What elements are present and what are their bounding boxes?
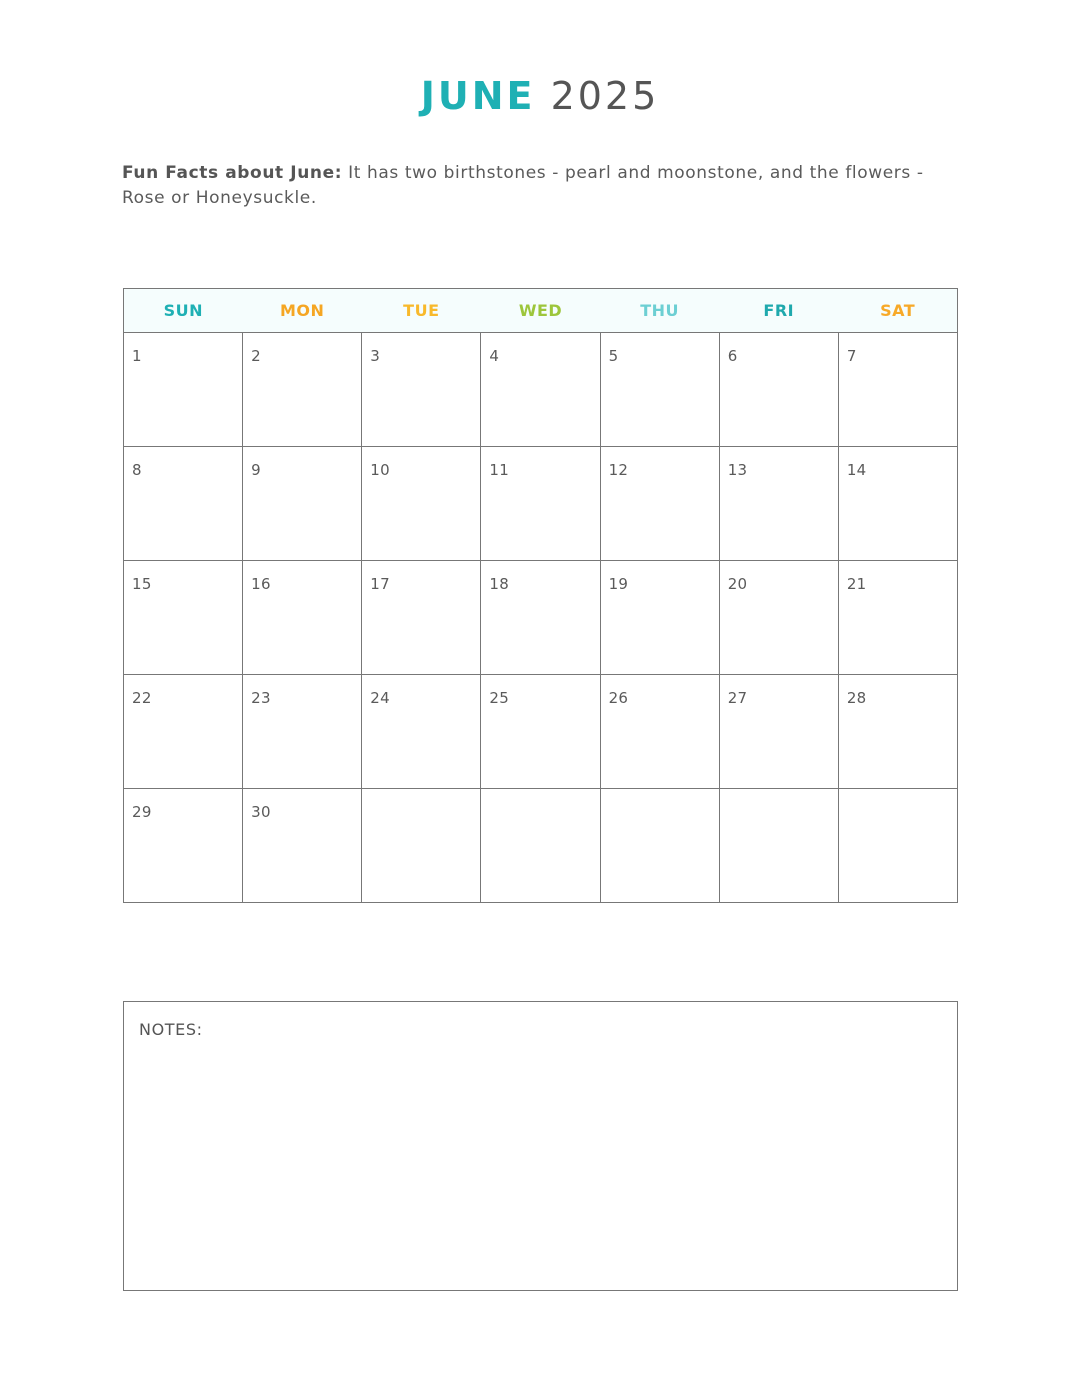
fun-fact-text: It has two birthstones - pearl and moonstone, and the flowers - Rose or Honeysuckle. bbox=[122, 163, 924, 208]
day-number: 16 bbox=[251, 575, 271, 593]
day-cell[interactable] bbox=[600, 561, 719, 675]
day-cell[interactable] bbox=[600, 675, 719, 789]
day-cell[interactable] bbox=[124, 675, 243, 789]
day-number: 25 bbox=[489, 689, 510, 707]
title-year: 2025 bbox=[550, 74, 660, 118]
day-number bbox=[601, 789, 719, 803]
day-cell[interactable] bbox=[719, 675, 838, 789]
day-cell[interactable] bbox=[600, 333, 719, 447]
week-row-1 bbox=[124, 333, 958, 447]
week-row-4 bbox=[124, 675, 958, 789]
day-number: 7 bbox=[846, 347, 857, 365]
day-cell[interactable] bbox=[838, 789, 957, 903]
weekday-thu: THU bbox=[600, 289, 719, 333]
week-row-3 bbox=[124, 561, 958, 675]
day-cell[interactable] bbox=[124, 789, 243, 903]
weekday-sat: SAT bbox=[838, 289, 957, 333]
day-number: 14 bbox=[846, 461, 867, 479]
day-number: 21 bbox=[846, 575, 867, 593]
calendar-grid bbox=[123, 288, 958, 903]
day-cell[interactable] bbox=[362, 789, 481, 903]
weekday-fri: FRI bbox=[719, 289, 838, 333]
day-cell[interactable] bbox=[243, 447, 362, 561]
weekday-sun: SUN bbox=[124, 289, 243, 333]
day-number: 24 bbox=[370, 689, 390, 707]
notes-box[interactable] bbox=[123, 1001, 958, 1291]
day-number: 30 bbox=[251, 803, 271, 821]
day-cell[interactable] bbox=[243, 675, 362, 789]
day-number: 13 bbox=[727, 461, 748, 479]
day-cell[interactable] bbox=[838, 675, 957, 789]
day-number bbox=[481, 789, 599, 803]
weekday-wed: WED bbox=[481, 289, 600, 333]
day-number: 8 bbox=[132, 461, 142, 479]
day-number: 3 bbox=[370, 347, 381, 365]
day-number: 18 bbox=[489, 575, 510, 593]
day-number bbox=[839, 789, 957, 803]
day-number: 26 bbox=[608, 689, 629, 707]
day-number: 6 bbox=[727, 347, 738, 365]
day-cell[interactable] bbox=[243, 561, 362, 675]
day-number: 27 bbox=[727, 689, 748, 707]
day-number bbox=[720, 789, 838, 803]
day-number: 9 bbox=[251, 461, 261, 479]
day-number: 1 bbox=[132, 347, 142, 365]
day-number: 2 bbox=[251, 347, 261, 365]
day-cell[interactable] bbox=[719, 789, 838, 903]
day-number: 5 bbox=[608, 347, 619, 365]
day-number: 22 bbox=[132, 689, 152, 707]
day-cell[interactable] bbox=[481, 447, 600, 561]
day-cell[interactable] bbox=[600, 789, 719, 903]
fun-fact-label: Fun Facts about June: bbox=[122, 163, 343, 183]
day-cell[interactable] bbox=[481, 675, 600, 789]
day-cell[interactable] bbox=[243, 333, 362, 447]
day-number: 15 bbox=[132, 575, 152, 593]
week-row-2 bbox=[124, 447, 958, 561]
day-cell[interactable] bbox=[481, 333, 600, 447]
day-number: 29 bbox=[132, 803, 152, 821]
day-number: 17 bbox=[370, 575, 390, 593]
day-number: 28 bbox=[846, 689, 867, 707]
day-cell[interactable] bbox=[362, 447, 481, 561]
day-cell[interactable] bbox=[362, 561, 481, 675]
day-cell[interactable] bbox=[719, 333, 838, 447]
day-number: 20 bbox=[727, 575, 748, 593]
day-cell[interactable] bbox=[719, 561, 838, 675]
fun-fact-paragraph bbox=[122, 161, 952, 211]
day-cell[interactable] bbox=[124, 333, 243, 447]
day-cell[interactable] bbox=[243, 789, 362, 903]
day-number: 19 bbox=[608, 575, 629, 593]
day-number: 10 bbox=[370, 461, 390, 479]
day-number: 11 bbox=[489, 461, 510, 479]
day-cell[interactable] bbox=[838, 447, 957, 561]
day-cell[interactable] bbox=[124, 561, 243, 675]
day-cell[interactable] bbox=[124, 447, 243, 561]
day-number: 23 bbox=[251, 689, 271, 707]
title-month: JUNE bbox=[420, 74, 536, 118]
weekday-header-row bbox=[124, 289, 958, 333]
weekday-tue: TUE bbox=[362, 289, 481, 333]
page-title bbox=[0, 72, 1080, 120]
day-cell[interactable] bbox=[838, 561, 957, 675]
day-cell[interactable] bbox=[600, 447, 719, 561]
week-row-5 bbox=[124, 789, 958, 903]
day-cell[interactable] bbox=[838, 333, 957, 447]
day-number: 12 bbox=[608, 461, 629, 479]
day-cell[interactable] bbox=[481, 561, 600, 675]
day-cell[interactable] bbox=[362, 675, 481, 789]
weekday-mon: MON bbox=[243, 289, 362, 333]
notes-label: NOTES: bbox=[139, 1020, 203, 1039]
day-number bbox=[362, 789, 480, 803]
day-cell[interactable] bbox=[362, 333, 481, 447]
day-cell[interactable] bbox=[719, 447, 838, 561]
day-number: 4 bbox=[489, 347, 500, 365]
day-cell[interactable] bbox=[481, 789, 600, 903]
